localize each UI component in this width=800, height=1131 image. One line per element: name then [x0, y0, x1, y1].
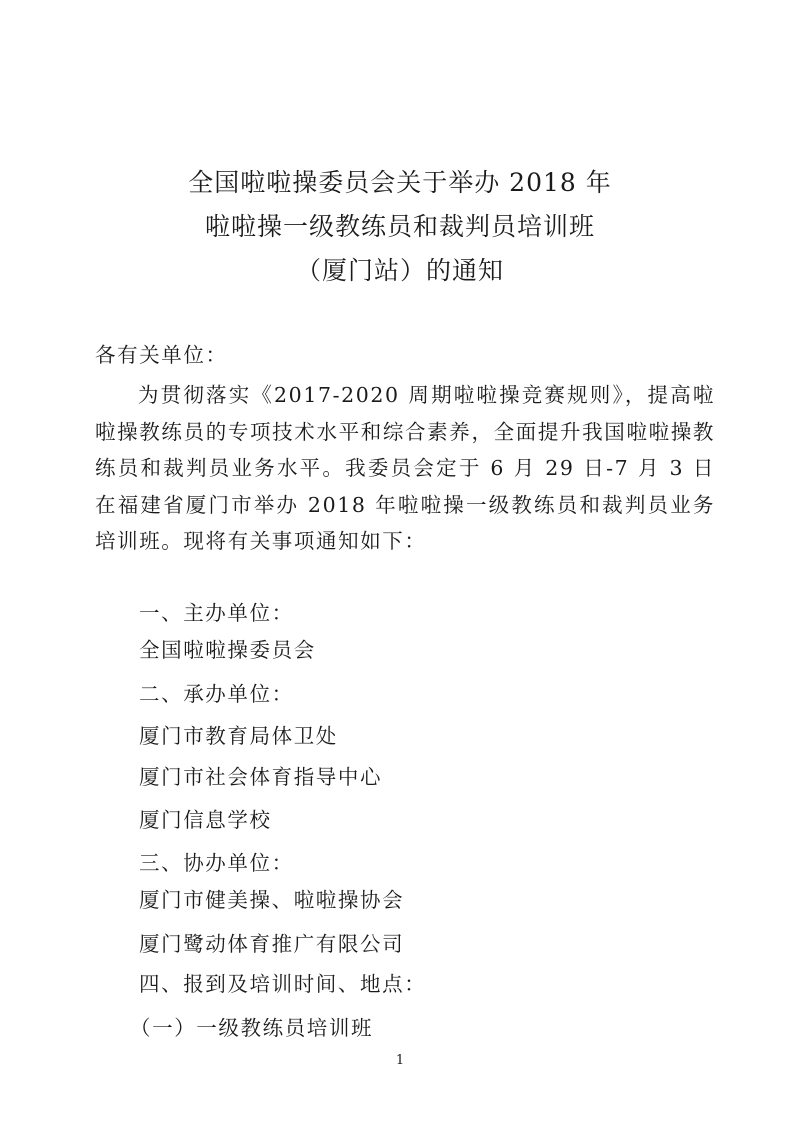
section-heading-co-organizer: 三、协办单位： — [139, 851, 294, 875]
intro-paragraph: 为贯彻落实《2017-2020 周期啦啦操竞赛规则》，提高啦啦操教练员的专项技术水平和综合素养，全面提升我国啦啦操教练员和裁判员业务水平。我委员会定于 6 月 29 日-7 月 3 日在福建省厦门市举办 2018 年啦啦操一级教练员和裁判员业务培训班。现将有关事项通知如下： — [95, 383, 715, 554]
salutation: 各有关单位： — [95, 343, 228, 367]
document-title-line-3: （厦门站）的通知 — [295, 256, 504, 285]
document-title-line-1: 全国啦啦操委员会关于举办 2018 年 — [188, 168, 612, 197]
subsection-coach-training: （一）一级教练员培训班 — [130, 1016, 374, 1040]
co-organizer-name-2: 厦门鹭动体育推广有限公司 — [139, 932, 405, 956]
section-heading-time-location: 四、报到及培训时间、地点： — [139, 972, 427, 996]
host-name-2: 厦门市社会体育指导中心 — [139, 765, 383, 789]
co-organizer-name-1: 厦门市健美操、啦啦操协会 — [139, 888, 405, 912]
section-heading-organizer: 一、主办单位： — [139, 601, 294, 625]
host-name-3: 厦门信息学校 — [139, 808, 272, 832]
host-name-1: 厦门市教育局体卫处 — [139, 724, 338, 748]
page-number: 1 — [395, 1053, 405, 1068]
section-heading-host: 二、承办单位： — [139, 682, 294, 706]
document-title-line-2: 啦啦操一级教练员和裁判员培训班 — [204, 212, 595, 241]
organizer-name: 全国啦啦操委员会 — [139, 638, 316, 662]
